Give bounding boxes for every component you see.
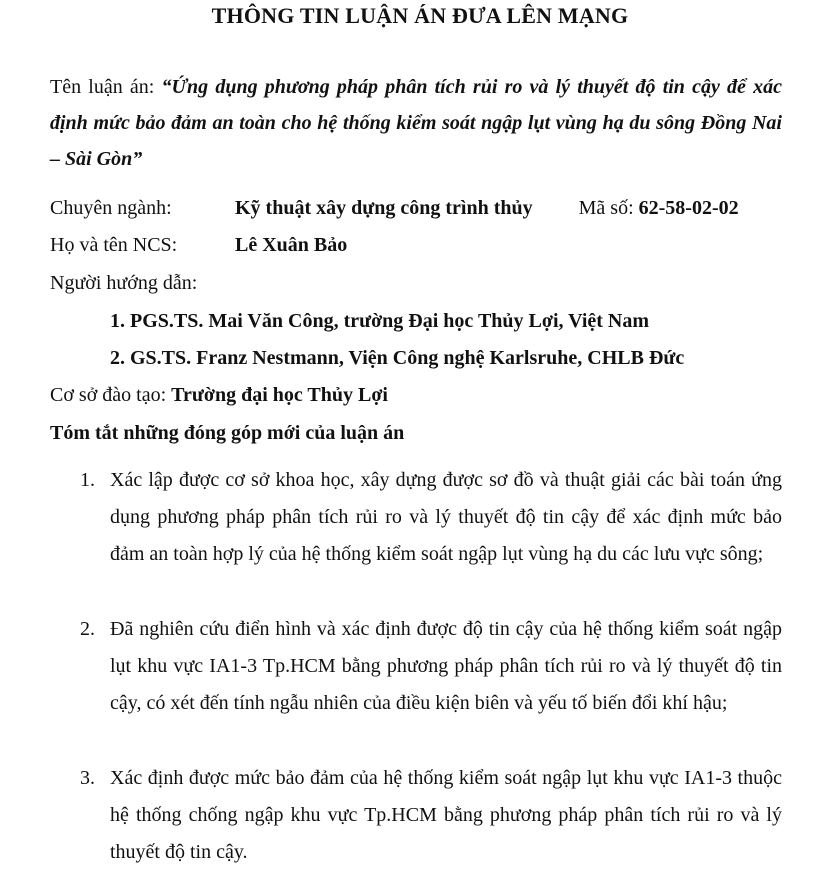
thesis-title-paragraph (50, 69, 782, 177)
major-label: Chuyên ngành: (50, 197, 172, 219)
advisors-label: Người hướng dẫn: (50, 272, 198, 294)
institution-row (50, 381, 388, 409)
institution-label: Cơ sở đào tạo: (50, 384, 172, 406)
thesis-label: Tên luận án: (50, 76, 162, 98)
contribution-item: Xác định được mức bảo đảm của hệ thống kiểm soát ngập lụt khu vực IA1-3 thuộc hệ thống chống ngập khu vực Tp.HCM bằng phương pháp phân tích rủi ro và lý thuyết độ tin cậy. (110, 767, 782, 863)
contribution-number: 3. (80, 767, 95, 789)
contribution-item: Xác lập được cơ sở khoa học, xây dựng được sơ đồ và thuật giải các bài toán ứng dụng phương pháp phân tích rủi ro và lý thuyết độ tin cậy để xác định mức bảo đảm an toàn hợp lý của hệ thống kiểm soát ngập lụt vùng hạ du các lưu vực sông; (110, 469, 782, 565)
contribution-number: 1. (80, 469, 95, 491)
major-row (50, 194, 739, 222)
major-code-value: 62-58-02-02 (638, 197, 739, 219)
major-code-label: Mã số: (578, 197, 639, 219)
document-title: THÔNG TIN LUẬN ÁN ĐƯA LÊN MẠNG (211, 3, 629, 28)
major-value: Kỹ thuật xây dựng công trình thủy (235, 197, 533, 219)
candidate-row (50, 231, 347, 259)
advisor-item: 2. GS.TS. Franz Nestmann, Viện Công nghệ Karlsruhe, CHLB Đức (110, 347, 685, 369)
institution-value: Trường đại học Thủy Lợi (171, 384, 388, 406)
contribution-number: 2. (80, 618, 95, 640)
candidate-name: Lê Xuân Bảo (235, 234, 348, 256)
contributions-heading: Tóm tắt những đóng góp mới của luận án (50, 422, 405, 444)
contribution-item: Đã nghiên cứu điển hình và xác định được độ tin cậy của hệ thống kiểm soát ngập lụt khu vực IA1-3 Tp.HCM bằng phương pháp phân tích rủi ro và lý thuyết độ tin cậy, có xét đến tính ngẫu nhiên của điều kiện biên và yếu tố biến đổi khí hậu; (110, 618, 782, 714)
thesis-name: “Ứng dụng phương pháp phân tích rủi ro và lý thuyết độ tin cậy để xác định mức bảo đảm an toàn cho hệ thống kiểm soát ngập lụt vùng hạ du sông Đồng Nai – Sài Gòn” (50, 76, 782, 170)
candidate-label: Họ và tên NCS: (50, 234, 178, 256)
advisor-item: 1. PGS.TS. Mai Văn Công, trường Đại học Thủy Lợi, Việt Nam (110, 310, 650, 332)
